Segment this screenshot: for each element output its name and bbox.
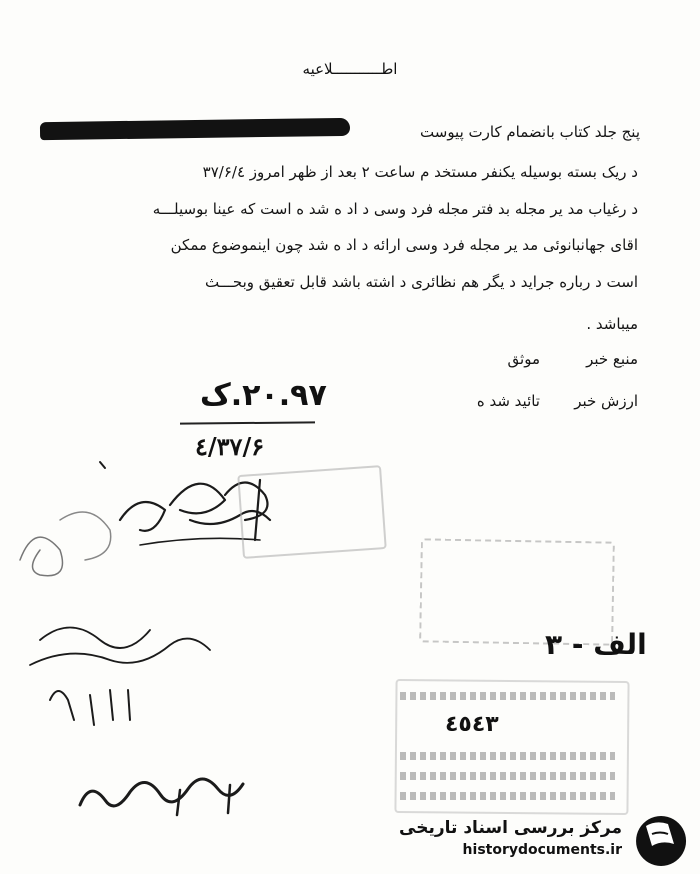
- stamp-row-1: [400, 692, 615, 700]
- stamp-row-2: [400, 752, 615, 760]
- stamp-row-4: [400, 792, 615, 800]
- source-label: منبع خبر: [586, 350, 638, 368]
- body-line-5: است د رباره جراید د یگر هم نظائری د اشته باشد قابل تعقیق وبحـــث: [204, 273, 638, 291]
- stamp-row-3: [400, 772, 615, 780]
- value-label: ارزش خبر: [574, 392, 638, 410]
- stamp-letter: الف - ۳: [545, 628, 647, 661]
- handwritten-reference-number: ۲۰.۹۷.ک: [200, 378, 327, 413]
- value-value: تائید شد ه: [476, 392, 540, 410]
- body-line-6: میباشد .: [586, 315, 638, 333]
- body-line-1: پنج جلد کتاب بانضمام کارت پیوست: [420, 123, 640, 141]
- archive-logo-icon: [632, 812, 690, 870]
- handwritten-date: ۳۷/۶/٤: [195, 432, 265, 461]
- watermark-title: مرکز بررسی اسناد تاریخی: [399, 818, 622, 838]
- document-title: اطـــــــــــلاعیه: [302, 60, 398, 78]
- stamp-code: ٤٥٤٣: [445, 712, 499, 737]
- body-line-3: د رغیاب مد یر مجله بد فتر مجله فرد وسی د اد ه شد ه است که عینا بوسیلـــه: [152, 200, 638, 218]
- faint-stamp-top: [237, 465, 387, 559]
- source-value: موثق: [507, 350, 540, 368]
- watermark-url[interactable]: historydocuments.ir: [462, 842, 622, 858]
- body-line-4: اقای جهانبانوئی مد یر مجله فرد وسی ارائه د اد ه شد چون اینموضوع ممکن: [170, 236, 638, 254]
- body-line-2: د ریک بسته بوسیله یکنفر مستخد م ساعت ۲ بعد از ظهر امروز ۳۷/۶/٤: [202, 163, 638, 181]
